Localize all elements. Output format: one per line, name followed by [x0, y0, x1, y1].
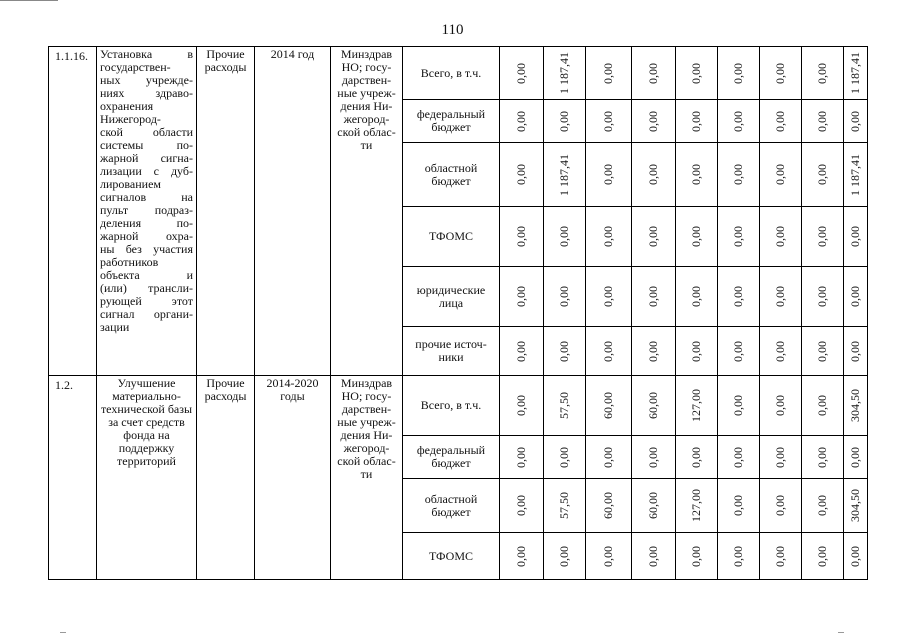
amount-value: 0,00 — [514, 164, 528, 185]
amount-cell — [500, 143, 544, 207]
amount-cell — [586, 267, 632, 327]
amount-cell — [676, 100, 718, 143]
amount-value: 127,00 — [689, 389, 703, 422]
amount-cell — [718, 47, 760, 100]
amount-cell — [760, 207, 802, 267]
amount-cell — [802, 533, 844, 580]
funding-source: ТФОМС — [403, 207, 500, 267]
amount-value: 0,00 — [731, 340, 745, 362]
amount-value: 0,00 — [815, 62, 829, 84]
amount-cell — [802, 376, 844, 436]
table-row — [49, 376, 868, 436]
amount-value: 0,00 — [731, 395, 745, 416]
amount-cell — [844, 47, 868, 100]
amount-cell — [586, 100, 632, 143]
amount-cell — [718, 100, 760, 143]
amount-value: 0,00 — [601, 340, 615, 362]
amount-value: 0,00 — [773, 226, 787, 247]
amount-cell — [844, 267, 868, 327]
amount-value: 0,00 — [646, 340, 660, 362]
item-name-line: лизации с дуб- — [100, 164, 193, 178]
amount-value: 0,00 — [773, 495, 787, 516]
amount-value: 57,50 — [557, 492, 571, 519]
amount-cell — [760, 47, 802, 100]
amount-value: 0,00 — [646, 164, 660, 185]
amount-cell — [802, 207, 844, 267]
amount-value: 0,00 — [646, 545, 660, 567]
amount-cell — [544, 267, 586, 327]
item-name-line: охранения — [100, 99, 154, 113]
amount-cell — [802, 100, 844, 143]
amount-value: 0,00 — [689, 226, 703, 247]
amount-value: 0,00 — [646, 446, 660, 468]
amount-value: 0,00 — [815, 446, 829, 468]
expense-type: Прочие расходы — [197, 376, 255, 580]
amount-cell — [500, 47, 544, 100]
amount-value: 0,00 — [601, 446, 615, 468]
amount-value: 0,00 — [689, 446, 703, 468]
scan-top-left-mark — [0, 0, 58, 1]
table-row — [49, 47, 868, 100]
amount-value: 0,00 — [514, 110, 528, 132]
amount-value: 1 187,41 — [848, 153, 862, 196]
amount-value: 60,00 — [646, 492, 660, 519]
item-name-line: ниях здраво- — [100, 86, 193, 100]
item-name-line: рующей этот — [100, 294, 193, 308]
amount-cell — [844, 533, 868, 580]
amount-cell — [500, 376, 544, 436]
item-name-line: лированием — [100, 177, 162, 191]
item-name-line: зации — [100, 320, 130, 334]
amount-value: 0,00 — [646, 62, 660, 84]
amount-value: 0,00 — [773, 62, 787, 84]
amount-value: 0,00 — [731, 545, 745, 567]
amount-value: 60,00 — [646, 392, 660, 419]
amount-value: 0,00 — [848, 286, 862, 307]
amount-cell — [676, 267, 718, 327]
amount-cell — [500, 327, 544, 376]
amount-value: 0,00 — [557, 110, 571, 132]
amount-cell — [676, 436, 718, 479]
amount-value: 0,00 — [601, 164, 615, 185]
amount-value: 0,00 — [731, 446, 745, 468]
amount-cell — [844, 143, 868, 207]
funding-source: Всего, в т.ч. — [403, 376, 500, 436]
amount-value: 0,00 — [689, 62, 703, 84]
amount-cell — [632, 47, 676, 100]
item-name-line: государствен- — [100, 60, 171, 74]
item-name-line: ской области — [100, 125, 193, 139]
page-number: 110 — [441, 22, 464, 38]
amount-cell — [718, 327, 760, 376]
amount-value: 304,50 — [848, 489, 862, 522]
amount-value: 0,00 — [773, 545, 787, 567]
item-name-line: (или) трансли- — [100, 281, 193, 295]
amount-value: 0,00 — [689, 110, 703, 132]
amount-cell — [632, 100, 676, 143]
amount-value: 0,00 — [514, 62, 528, 84]
amount-cell — [500, 533, 544, 580]
amount-cell — [676, 533, 718, 580]
amount-cell — [586, 143, 632, 207]
amount-cell — [544, 47, 586, 100]
item-name-line: Установка в — [100, 47, 193, 61]
amount-cell — [632, 327, 676, 376]
amount-value: 0,00 — [848, 226, 862, 247]
amount-cell — [544, 207, 586, 267]
executor: Минздрав НО; госу-дарствен-ные учреж-дения Ни-жегород-ской облас-ти — [331, 376, 403, 580]
amount-cell — [500, 436, 544, 479]
amount-cell — [586, 207, 632, 267]
amount-value: 0,00 — [848, 545, 862, 567]
amount-value: 0,00 — [731, 164, 745, 185]
amount-cell — [718, 436, 760, 479]
amount-cell — [544, 533, 586, 580]
amount-value: 0,00 — [514, 395, 528, 416]
amount-cell — [544, 327, 586, 376]
amount-cell — [586, 47, 632, 100]
period: 2014-2020 годы — [255, 376, 331, 580]
funding-source: федеральный бюджет — [403, 100, 500, 143]
amount-cell — [544, 100, 586, 143]
amount-cell — [544, 479, 586, 533]
item-name-line: деления по- — [100, 216, 193, 230]
amount-value: 0,00 — [815, 110, 829, 132]
amount-cell — [544, 143, 586, 207]
item-name: Улучшение материально-технической базы за счет средств фонда на поддержку территорий — [97, 376, 197, 580]
amount-cell — [676, 47, 718, 100]
amount-cell — [718, 533, 760, 580]
amount-value: 0,00 — [815, 340, 829, 362]
funding-source: федеральный бюджет — [403, 436, 500, 479]
amount-value: 0,00 — [557, 545, 571, 567]
amount-cell — [718, 479, 760, 533]
amount-cell — [802, 47, 844, 100]
amount-value: 60,00 — [601, 492, 615, 519]
amount-value: 0,00 — [689, 545, 703, 567]
amount-value: 0,00 — [601, 226, 615, 247]
amount-cell — [544, 376, 586, 436]
amount-value: 0,00 — [815, 495, 829, 516]
amount-cell — [760, 143, 802, 207]
amount-value: 0,00 — [646, 286, 660, 307]
amount-value: 0,00 — [773, 286, 787, 307]
amount-cell — [632, 533, 676, 580]
amount-value: 0,00 — [514, 545, 528, 567]
item-code: 1.1.16. — [49, 47, 97, 376]
amount-value: 1 187,41 — [557, 153, 571, 196]
amount-cell — [586, 327, 632, 376]
item-name-line: Нижегород- — [100, 112, 161, 126]
amount-cell — [500, 207, 544, 267]
amount-value: 0,00 — [731, 286, 745, 307]
amount-cell — [632, 267, 676, 327]
item-name-line: сигналов на — [100, 190, 193, 204]
amount-value: 0,00 — [815, 545, 829, 567]
amount-cell — [632, 143, 676, 207]
amount-value: 0,00 — [731, 62, 745, 84]
amount-cell — [844, 327, 868, 376]
amount-value: 0,00 — [848, 446, 862, 468]
item-name-line: ных учрежде- — [100, 73, 193, 87]
amount-value: 0,00 — [514, 340, 528, 362]
amount-cell — [844, 100, 868, 143]
item-name-line: пульт подраз- — [100, 203, 193, 217]
amount-cell — [718, 376, 760, 436]
amount-value: 0,00 — [514, 226, 528, 247]
funding-source: ТФОМС — [403, 533, 500, 580]
funding-source: Всего, в т.ч. — [403, 47, 500, 100]
item-name-line: ны без участия — [100, 242, 193, 256]
amount-cell — [632, 376, 676, 436]
amount-cell — [760, 436, 802, 479]
item-name-line: жарной охра- — [100, 229, 193, 243]
amount-value: 0,00 — [514, 495, 528, 516]
amount-cell — [676, 479, 718, 533]
amount-cell — [718, 207, 760, 267]
amount-cell — [676, 207, 718, 267]
amount-cell — [586, 376, 632, 436]
amount-cell — [676, 327, 718, 376]
amount-value: 0,00 — [601, 286, 615, 307]
amount-cell — [802, 479, 844, 533]
amount-cell — [632, 479, 676, 533]
amount-cell — [844, 436, 868, 479]
amount-cell — [760, 479, 802, 533]
amount-value: 0,00 — [848, 110, 862, 132]
amount-value: 0,00 — [815, 286, 829, 307]
amount-cell — [718, 267, 760, 327]
amount-value: 0,00 — [848, 340, 862, 362]
amount-value: 0,00 — [731, 226, 745, 247]
amount-value: 0,00 — [773, 446, 787, 468]
amount-cell — [802, 436, 844, 479]
amount-value: 0,00 — [815, 395, 829, 416]
amount-cell — [586, 436, 632, 479]
amount-cell — [586, 533, 632, 580]
amount-value: 0,00 — [773, 164, 787, 185]
amount-value: 57,50 — [557, 392, 571, 419]
amount-value: 0,00 — [731, 495, 745, 516]
amount-cell — [760, 100, 802, 143]
amount-cell — [632, 436, 676, 479]
amount-value: 127,00 — [689, 489, 703, 522]
amount-cell — [718, 143, 760, 207]
amount-value: 0,00 — [557, 286, 571, 307]
amount-cell — [844, 207, 868, 267]
amount-value: 0,00 — [601, 545, 615, 567]
amount-cell — [760, 533, 802, 580]
amount-value: 60,00 — [601, 392, 615, 419]
amount-value: 0,00 — [601, 62, 615, 84]
amount-cell — [760, 376, 802, 436]
amount-value: 0,00 — [689, 340, 703, 362]
amount-cell — [760, 327, 802, 376]
amount-value: 0,00 — [773, 340, 787, 362]
amount-cell — [802, 267, 844, 327]
amount-cell — [844, 479, 868, 533]
funding-source: областной бюджет — [403, 143, 500, 207]
amount-value: 0,00 — [514, 286, 528, 307]
scan-speck — [60, 632, 66, 633]
amount-cell — [802, 327, 844, 376]
amount-value: 0,00 — [601, 110, 615, 132]
period: 2014 год — [255, 47, 331, 376]
amount-cell — [676, 376, 718, 436]
amount-value: 0,00 — [514, 446, 528, 468]
item-code: 1.2. — [49, 376, 97, 580]
amount-value: 304,50 — [848, 389, 862, 422]
amount-value: 0,00 — [815, 226, 829, 247]
funding-table — [48, 46, 868, 580]
item-name-line: жарной сигна- — [100, 151, 193, 165]
amount-value: 0,00 — [773, 110, 787, 132]
amount-value: 0,00 — [689, 286, 703, 307]
amount-cell — [844, 376, 868, 436]
item-name-line: объекта и — [100, 268, 193, 282]
amount-value: 1 187,41 — [557, 52, 571, 94]
amount-value: 0,00 — [557, 226, 571, 247]
expense-type: Прочие расходы — [197, 47, 255, 376]
item-name-line: сигнал органи- — [100, 307, 193, 321]
amount-value: 0,00 — [773, 395, 787, 416]
funding-source: юридические лица — [403, 267, 500, 327]
item-name-line: системы по- — [100, 138, 193, 152]
amount-cell — [500, 100, 544, 143]
amount-cell — [500, 479, 544, 533]
amount-value: 0,00 — [557, 446, 571, 468]
amount-cell — [500, 267, 544, 327]
amount-cell — [632, 207, 676, 267]
amount-cell — [586, 479, 632, 533]
amount-cell — [544, 436, 586, 479]
amount-value: 1 187,41 — [848, 52, 862, 94]
amount-value: 0,00 — [815, 164, 829, 185]
amount-cell — [760, 267, 802, 327]
funding-source: прочие источ-ники — [403, 327, 500, 376]
amount-value: 0,00 — [689, 164, 703, 185]
amount-cell — [676, 143, 718, 207]
scan-speck — [838, 632, 844, 633]
amount-value: 0,00 — [557, 340, 571, 362]
amount-value: 0,00 — [731, 110, 745, 132]
item-name-line: работников — [100, 255, 159, 269]
funding-source: областной бюджет — [403, 479, 500, 533]
amount-value: 0,00 — [646, 110, 660, 132]
executor: Минздрав НО; госу-дарствен-ные учреж-дения Ни-жегород-ской облас-ти — [331, 47, 403, 376]
amount-cell — [802, 143, 844, 207]
item-name — [97, 47, 197, 376]
amount-value: 0,00 — [646, 226, 660, 247]
